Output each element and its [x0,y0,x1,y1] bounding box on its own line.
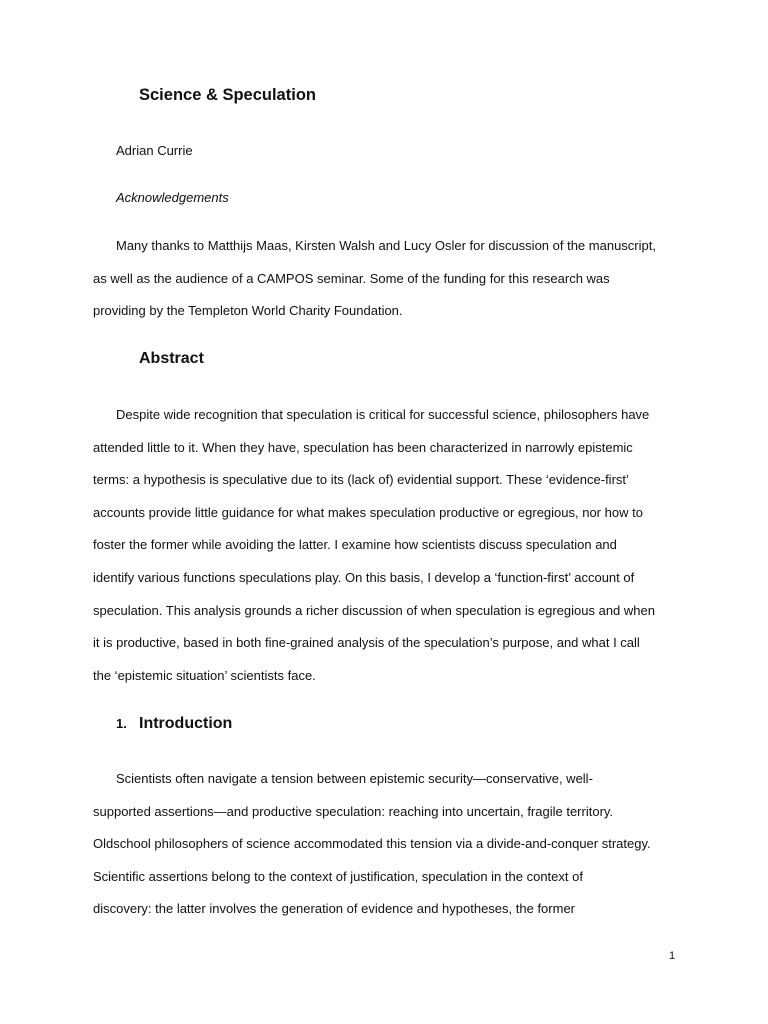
acknowledgements-line: as well as the audience of a CAMPOS seminar. Some of the funding for this research was [93,270,610,286]
abstract-paragraph [93,406,683,699]
author-name: Adrian Currie [116,143,193,158]
acknowledgements-heading: Acknowledgements [116,190,229,205]
introduction-line: discovery: the latter involves the generation of evidence and hypotheses, the former [93,901,576,917]
acknowledgements-line: providing by the Templeton World Charity Foundation. [93,303,403,319]
abstract-line: speculation. This analysis grounds a richer discussion of when speculation is egregious and when [93,602,655,618]
introduction-paragraph [93,770,683,933]
abstract-line: attended little to it. When they have, speculation has been characterized in narrowly epistemic [93,439,633,455]
introduction-line: Oldschool philosophers of science accommodated this tension via a divide-and-conquer strategy. [93,836,651,852]
paper-title: Science & Speculation [139,86,316,104]
abstract-heading: Abstract [139,350,204,367]
abstract-line: foster the former while avoiding the latter. I examine how scientists discuss speculation and [93,537,617,553]
abstract-line: terms: a hypothesis is speculative due to its (lack of) evidential support. These ‘evidence-first’ [93,472,629,488]
acknowledgements-line: Many thanks to Matthijs Maas, Kirsten Walsh and Lucy Osler for discussion of the manuscript, [116,238,656,253]
abstract-line: Despite wide recognition that speculation is critical for successful science, philosophers have [116,407,650,422]
introduction-line: Scientific assertions belong to the context of justification, speculation in the context of [93,868,583,884]
section-title: Introduction [139,715,233,732]
page-number: 1 [669,950,676,962]
acknowledgements-paragraph [93,237,683,335]
introduction-line: supported assertions—and productive speculation: reaching into uncertain, fragile territory. [93,803,614,819]
section-number: 1. [116,716,127,731]
introduction-line: Scientists often navigate a tension between epistemic security—conservative, well- [116,771,593,786]
abstract-line: identify various functions speculations play. On this basis, I develop a ‘function-first’ account of [93,569,635,585]
abstract-line: it is productive, based in both fine-grained analysis of the speculation’s purpose, and what I call [93,635,640,651]
section-heading-introduction [116,715,232,733]
abstract-line: accounts provide little guidance for what makes speculation productive or egregious, nor how to [93,504,643,520]
abstract-line: the ‘epistemic situation’ scientists face. [93,667,316,683]
